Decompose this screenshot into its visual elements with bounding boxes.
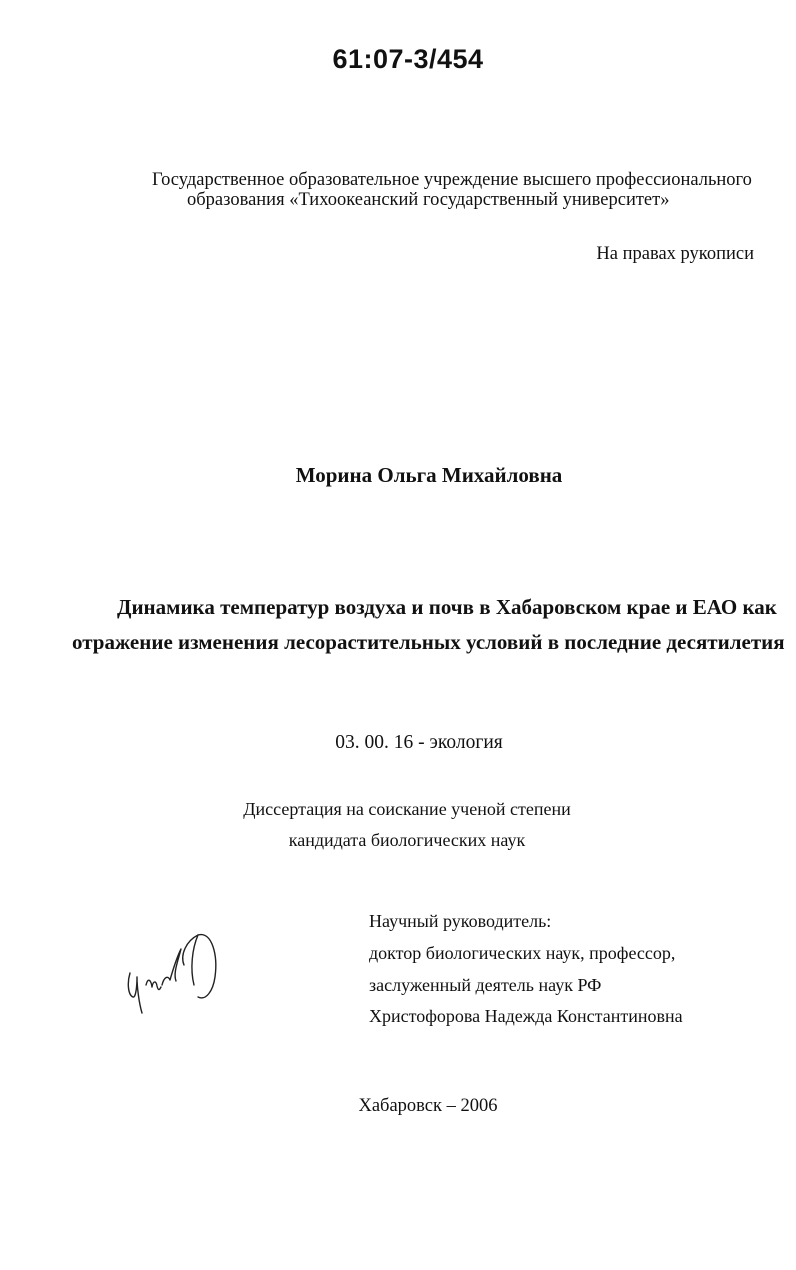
handwritten-signature (118, 925, 228, 1020)
supervisor-label: Научный руководитель: (369, 911, 552, 931)
manuscript-rights: На правах рукописи (596, 244, 754, 264)
supervisor-honor: заслуженный деятель наук РФ (369, 975, 602, 995)
specialty-code: 03. 00. 16 - экология (335, 732, 503, 753)
supervisor-name: Христофорова Надежда Константиновна (369, 1006, 683, 1026)
institution-line-2: образования «Тихоокеанский государственный университет» (187, 190, 670, 210)
supervisor-degree: доктор биологических наук, профессор, (369, 943, 676, 963)
registry-code: 61:07-3/454 (332, 44, 484, 74)
thesis-title-line-1: Динамика температур воздуха и почв в Хабаровском крае и ЕАО как (117, 595, 777, 619)
thesis-title-line-2: отражение изменения лесорастительных условий в последние десятилетия (72, 630, 785, 654)
author-name: Морина Ольга Михайловна (295, 463, 563, 487)
institution-line-1: Государственное образовательное учреждение высшего профессионального (152, 170, 752, 190)
dissertation-line-2: кандидата биологических наук (288, 830, 526, 850)
city-year: Хабаровск – 2006 (358, 1096, 498, 1116)
dissertation-line-1: Диссертация на соискание ученой степени (243, 799, 571, 819)
